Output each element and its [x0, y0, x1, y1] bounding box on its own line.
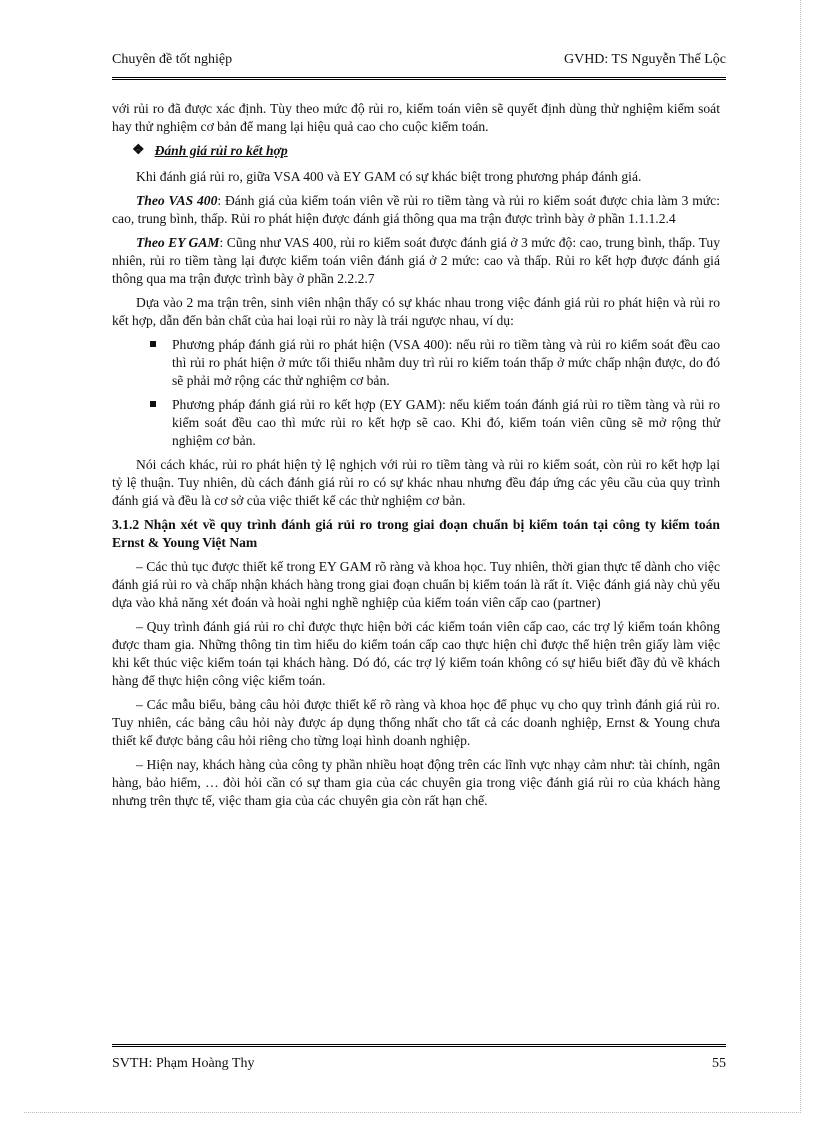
paragraph-3: [112, 192, 720, 228]
footer-rule: [112, 1044, 726, 1047]
paragraph-6: Nói cách khác, rủi ro phát hiện tỷ lệ nghịch với rủi ro tiềm tàng và rủi ro kiểm soát, còn rủi ro kết hợp lại tỷ lệ thuận. Tuy nhiên, dù cách đánh giá rủi ro có sự khác nhau nhưng đều đáp ứng các yêu cầu của quy trình đánh giá và đều là cơ sở của việc thiết kế các thử nghiệm cơ bản.: [112, 457, 720, 508]
footer-author: SVTH: Phạm Hoàng Thy: [112, 1056, 255, 1071]
page-header: [112, 52, 726, 76]
square-bullet-icon: [150, 401, 156, 407]
header-left: Chuyên đề tốt nghiệp: [112, 52, 233, 67]
paragraph-1: với rủi ro đã được xác định. Tùy theo mức độ rủi ro, kiểm toán viên sẽ quyết định dùng thử nghiệm kiểm soát hay thử nghiệm cơ bản để mang lại hiệu quả cao cho cuộc kiểm toán.: [112, 101, 720, 134]
square-bullet-icon: [150, 341, 156, 347]
paragraph-4-lead: Theo EY GAM: [136, 235, 220, 250]
paragraph-3-lead: Theo VAS 400: [136, 193, 218, 208]
dash-paragraph-2: – Quy trình đánh giá rủi ro chỉ được thực hiện bởi các kiểm toán viên cấp cao, các trợ lý kiểm toán không được tham gia. Những thông tin tìm hiểu do kiểm toán cấp cao thực hiện chỉ được thể hiện trên giấy làm việc khi kết thúc việc kiểm toán tại khách hàng. Dó đó, các trợ lý kiểm toán không có sự hiểu biết đầy đủ về khách hàng để thực hiện công việc kiểm toán.: [112, 619, 720, 688]
bullet-text-1: Phương pháp đánh giá rủi ro phát hiện (VSA 400): nếu rủi ro tiềm tàng và rủi ro kiểm soát đều cao thì rủi ro phát hiện ở mức tối thiểu nhằm duy trì rủi ro kiểm toán thấp ở mức chấp nhận được, do đó sẽ phải mở rộng các thử nghiệm cơ bản.: [172, 337, 720, 388]
dash-paragraph-3: – Các mẫu biểu, bảng câu hỏi được thiết kế rõ ràng và khoa học để phục vụ cho quy trình đánh giá rủi ro. Tuy nhiên, các bảng câu hỏi này được áp dụng thống nhất cho tất cả các doanh nghiệp, Ernst & Young chưa thiết kế được bảng câu hỏi riêng cho từng loại hình doanh nghiệp.: [112, 697, 720, 748]
diamond-bullet-icon: ❖: [132, 143, 145, 158]
section-title: Đánh giá rủi ro kết hợp: [154, 143, 288, 158]
subsection-heading: 3.1.2 Nhận xét về quy trình đánh giá rủi ro trong giai đoạn chuẩn bị kiểm toán tại công ty kiểm toán Ernst & Young Việt Nam: [112, 517, 720, 550]
header-right: GVHD: TS Nguyễn Thế Lộc: [563, 52, 726, 67]
dash-paragraph-4: – Hiện nay, khách hàng của công ty phần nhiều hoạt động trên các lĩnh vực nhạy cảm như: tài chính, ngân hàng, bảo hiểm, … đòi hỏi cần có sự tham gia của các chuyên gia trong việc đánh giá rủi ro của khách hàng nhưng trên thực tế, việc tham gia của các chuyên gia còn rất hạn chế.: [112, 757, 720, 808]
document-body: [112, 100, 720, 816]
paragraph-2: Khi đánh giá rủi ro, giữa VSA 400 và EY GAM có sự khác biệt trong phương pháp đánh giá.: [136, 169, 642, 184]
list-item: [112, 336, 720, 390]
section-heading: [132, 142, 720, 160]
dash-paragraph-1: – Các thủ tục được thiết kế trong EY GAM rõ ràng và khoa học. Tuy nhiên, thời gian thực tế dành cho việc đánh giá rủi ro và chấp nhận khách hàng trong giai đoạn chuẩn bị kiểm toán là rất ít. Việc đánh giá này chủ yếu dựa vào khả năng xét đoán và hoài nghi nghề nghiệp của kiểm toán viên cấp cao (partner): [112, 559, 720, 610]
paragraph-5: Dựa vào 2 ma trận trên, sinh viên nhận thấy có sự khác nhau trong việc đánh giá rủi ro phát hiện và rủi ro kết hợp, dẫn đến bản chất của hai loại rủi ro này là trái ngược nhau, ví dụ:: [112, 295, 720, 328]
bullet-list: [112, 336, 720, 450]
bullet-text-2: Phương pháp đánh giá rủi ro kết hợp (EY GAM): nếu kiểm toán đánh giá rủi ro tiềm tàng và rủi ro kiểm soát đều cao thì mức rủi ro kết hợp sẽ cao. Khi đó, kiểm toán viên cũng sẽ mở rộng thử nghiệm cơ bản.: [172, 397, 720, 448]
paragraph-4: [112, 234, 720, 288]
paragraph-3-text: : Đánh giá của kiểm toán viên về rủi ro tiềm tàng và rủi ro kiểm soát được chia làm 3 mức: cao, trung bình, thấp. Rủi ro phát hiện được đánh giá thông qua ma trận được trình bày ở phần 1.1.1.2.4: [112, 193, 720, 226]
header-rule: [112, 77, 726, 80]
list-item: [112, 396, 720, 450]
page-number: 55: [712, 1056, 726, 1071]
paragraph-4-text: : Cũng như VAS 400, rủi ro kiểm soát được đánh giá ở 3 mức độ: cao, trung bình, thấp. Tuy nhiên, rủi ro tiềm tàng lại được kiểm toán viên đánh giá ở 2 mức: cao và thấp. Rủi ro kết hợp được đánh giá thông qua ma trận được trình bày ở phần 2.2.2.7: [112, 235, 721, 286]
